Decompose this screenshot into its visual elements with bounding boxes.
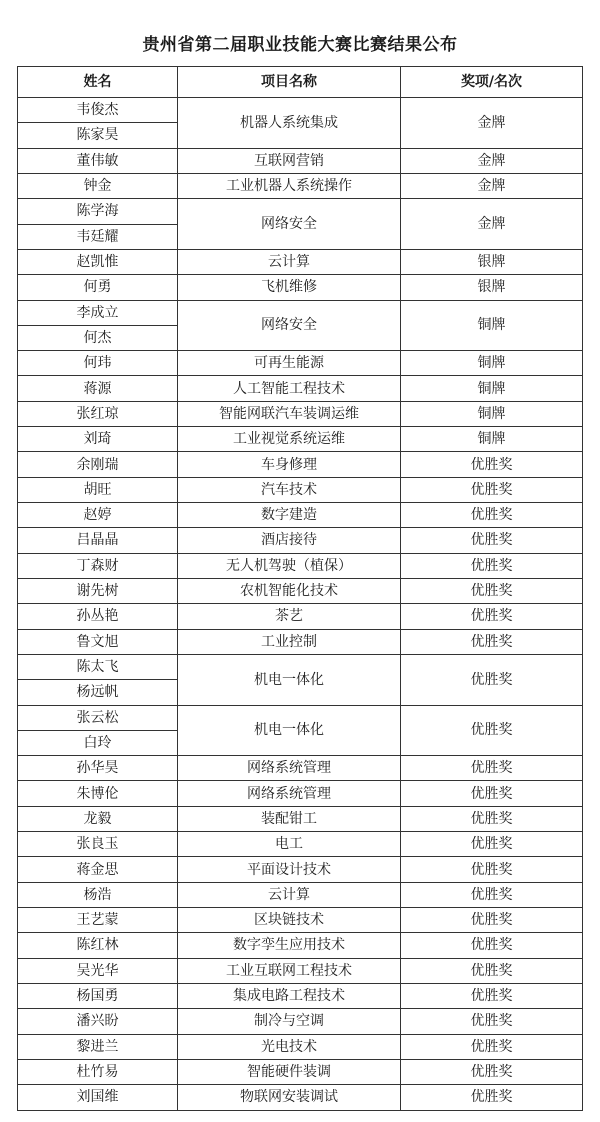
- table-row: [18, 528, 583, 553]
- cell-award: 优胜奖: [401, 983, 583, 1008]
- cell-award: 优胜奖: [401, 933, 583, 958]
- cell-project: 制冷与空调: [178, 1009, 401, 1034]
- cell-award: 优胜奖: [401, 452, 583, 477]
- cell-project: 光电技术: [178, 1034, 401, 1059]
- cell-name: 刘琦: [18, 427, 178, 452]
- table-row: [18, 781, 583, 806]
- cell-name: 赵凯惟: [18, 249, 178, 274]
- table-row: [18, 300, 583, 325]
- cell-project: 无人机驾驶（植保）: [178, 553, 401, 578]
- cell-project: 智能硬件装调: [178, 1059, 401, 1084]
- cell-award: 铜牌: [401, 401, 583, 426]
- cell-project: 智能网联汽车装调运维: [178, 401, 401, 426]
- cell-project: 区块链技术: [178, 908, 401, 933]
- cell-project: 酒店接待: [178, 528, 401, 553]
- cell-award: 优胜奖: [401, 908, 583, 933]
- cell-name: 董伟敏: [18, 148, 178, 173]
- cell-award: 优胜奖: [401, 781, 583, 806]
- table-row: [18, 351, 583, 376]
- cell-name: 何玮: [18, 351, 178, 376]
- cell-name: 鲁文旭: [18, 629, 178, 654]
- table-row: [18, 857, 583, 882]
- cell-project: 工业互联网工程技术: [178, 958, 401, 983]
- cell-project: 茶艺: [178, 604, 401, 629]
- cell-project: 数字孪生应用技术: [178, 933, 401, 958]
- cell-project: 网络系统管理: [178, 756, 401, 781]
- cell-award: 金牌: [401, 199, 583, 250]
- table-row: [18, 604, 583, 629]
- table-row: [18, 654, 583, 679]
- table-row: [18, 806, 583, 831]
- cell-name: 余刚瑞: [18, 452, 178, 477]
- table-row: [18, 983, 583, 1008]
- table-row: [18, 376, 583, 401]
- cell-project: 数字建造: [178, 503, 401, 528]
- cell-project: 机电一体化: [178, 705, 401, 756]
- table-row: [18, 933, 583, 958]
- cell-name: 陈家昊: [18, 123, 178, 148]
- cell-project: 物联网安装调试: [178, 1085, 401, 1110]
- cell-project: 网络系统管理: [178, 781, 401, 806]
- cell-award: 优胜奖: [401, 882, 583, 907]
- cell-project: 集成电路工程技术: [178, 983, 401, 1008]
- cell-award: 优胜奖: [401, 578, 583, 603]
- cell-name: 吴光华: [18, 958, 178, 983]
- table-row: [18, 705, 583, 730]
- table-row: [18, 98, 583, 123]
- cell-name: 张红琼: [18, 401, 178, 426]
- table-row: [18, 275, 583, 300]
- cell-award: 优胜奖: [401, 705, 583, 756]
- cell-project: 可再生能源: [178, 351, 401, 376]
- cell-project: 工业机器人系统操作: [178, 173, 401, 198]
- table-row: [18, 756, 583, 781]
- cell-award: 优胜奖: [401, 1009, 583, 1034]
- cell-name: 丁森财: [18, 553, 178, 578]
- table-row: [18, 477, 583, 502]
- cell-project: 机器人系统集成: [178, 98, 401, 149]
- cell-award: 优胜奖: [401, 1059, 583, 1084]
- cell-award: 铜牌: [401, 300, 583, 351]
- table-row: [18, 148, 583, 173]
- page-title: 贵州省第二届职业技能大赛比赛结果公布: [142, 35, 458, 55]
- cell-project: 云计算: [178, 882, 401, 907]
- cell-award: 银牌: [401, 275, 583, 300]
- cell-name: 陈太飞: [18, 654, 178, 679]
- cell-name: 杨远帆: [18, 680, 178, 705]
- results-table: [17, 66, 583, 1111]
- cell-name: 黎进兰: [18, 1034, 178, 1059]
- cell-award: 优胜奖: [401, 477, 583, 502]
- table-row: [18, 629, 583, 654]
- cell-award: 优胜奖: [401, 958, 583, 983]
- cell-project: 车身修理: [178, 452, 401, 477]
- cell-award: 优胜奖: [401, 604, 583, 629]
- cell-name: 王艺蒙: [18, 908, 178, 933]
- cell-award: 优胜奖: [401, 553, 583, 578]
- cell-name: 钟金: [18, 173, 178, 198]
- cell-name: 朱博伦: [18, 781, 178, 806]
- cell-name: 刘国维: [18, 1085, 178, 1110]
- cell-project: 电工: [178, 832, 401, 857]
- cell-award: 优胜奖: [401, 1034, 583, 1059]
- cell-project: 网络安全: [178, 300, 401, 351]
- cell-name: 陈红林: [18, 933, 178, 958]
- cell-award: 金牌: [401, 148, 583, 173]
- cell-award: 金牌: [401, 98, 583, 149]
- cell-name: 杨国勇: [18, 983, 178, 1008]
- cell-project: 工业控制: [178, 629, 401, 654]
- cell-name: 潘兴盼: [18, 1009, 178, 1034]
- header-project: 项目名称: [178, 67, 401, 98]
- cell-project: 机电一体化: [178, 654, 401, 705]
- cell-project: 平面设计技术: [178, 857, 401, 882]
- table-row: [18, 882, 583, 907]
- cell-award: 金牌: [401, 173, 583, 198]
- table-row: [18, 452, 583, 477]
- cell-award: 优胜奖: [401, 528, 583, 553]
- cell-award: 优胜奖: [401, 806, 583, 831]
- cell-project: 飞机维修: [178, 275, 401, 300]
- table-row: [18, 249, 583, 274]
- cell-award: 银牌: [401, 249, 583, 274]
- table-row: [18, 1059, 583, 1084]
- cell-name: 张云松: [18, 705, 178, 730]
- cell-name: 孙华昊: [18, 756, 178, 781]
- cell-name: 张良玉: [18, 832, 178, 857]
- table-row: [18, 578, 583, 603]
- cell-name: 赵婷: [18, 503, 178, 528]
- cell-name: 陈学海: [18, 199, 178, 224]
- table-body: [18, 98, 583, 1111]
- cell-name: 蒋金思: [18, 857, 178, 882]
- cell-award: 优胜奖: [401, 654, 583, 705]
- table-row: [18, 199, 583, 224]
- cell-project: 云计算: [178, 249, 401, 274]
- cell-project: 网络安全: [178, 199, 401, 250]
- cell-name: 何杰: [18, 325, 178, 350]
- cell-project: 农机智能化技术: [178, 578, 401, 603]
- cell-project: 工业视觉系统运维: [178, 427, 401, 452]
- table-row: [18, 958, 583, 983]
- table-row: [18, 173, 583, 198]
- cell-project: 互联网营销: [178, 148, 401, 173]
- table-row: [18, 553, 583, 578]
- cell-name: 李成立: [18, 300, 178, 325]
- cell-award: 优胜奖: [401, 857, 583, 882]
- cell-name: 龙毅: [18, 806, 178, 831]
- table-row: [18, 401, 583, 426]
- cell-name: 孙丛艳: [18, 604, 178, 629]
- cell-name: 韦俊杰: [18, 98, 178, 123]
- cell-award: 优胜奖: [401, 503, 583, 528]
- table-row: [18, 908, 583, 933]
- cell-award: 优胜奖: [401, 832, 583, 857]
- cell-name: 韦廷耀: [18, 224, 178, 249]
- cell-award: 铜牌: [401, 427, 583, 452]
- cell-name: 吕晶晶: [18, 528, 178, 553]
- table-row: [18, 832, 583, 857]
- cell-project: 装配钳工: [178, 806, 401, 831]
- cell-award: 铜牌: [401, 351, 583, 376]
- cell-project: 人工智能工程技术: [178, 376, 401, 401]
- cell-name: 白玲: [18, 730, 178, 755]
- cell-award: 铜牌: [401, 376, 583, 401]
- table-row: [18, 1009, 583, 1034]
- table-row: [18, 427, 583, 452]
- cell-name: 杜竹易: [18, 1059, 178, 1084]
- header-name: 姓名: [18, 67, 178, 98]
- header-row: [18, 67, 583, 98]
- cell-name: 何勇: [18, 275, 178, 300]
- cell-award: 优胜奖: [401, 1085, 583, 1110]
- header-award: 奖项/名次: [401, 67, 583, 98]
- cell-name: 胡旺: [18, 477, 178, 502]
- table-row: [18, 503, 583, 528]
- cell-award: 优胜奖: [401, 629, 583, 654]
- table-row: [18, 1085, 583, 1110]
- table-row: [18, 1034, 583, 1059]
- cell-award: 优胜奖: [401, 756, 583, 781]
- cell-name: 谢先树: [18, 578, 178, 603]
- cell-name: 杨浩: [18, 882, 178, 907]
- cell-name: 蒋源: [18, 376, 178, 401]
- cell-project: 汽车技术: [178, 477, 401, 502]
- table-header: [18, 67, 583, 98]
